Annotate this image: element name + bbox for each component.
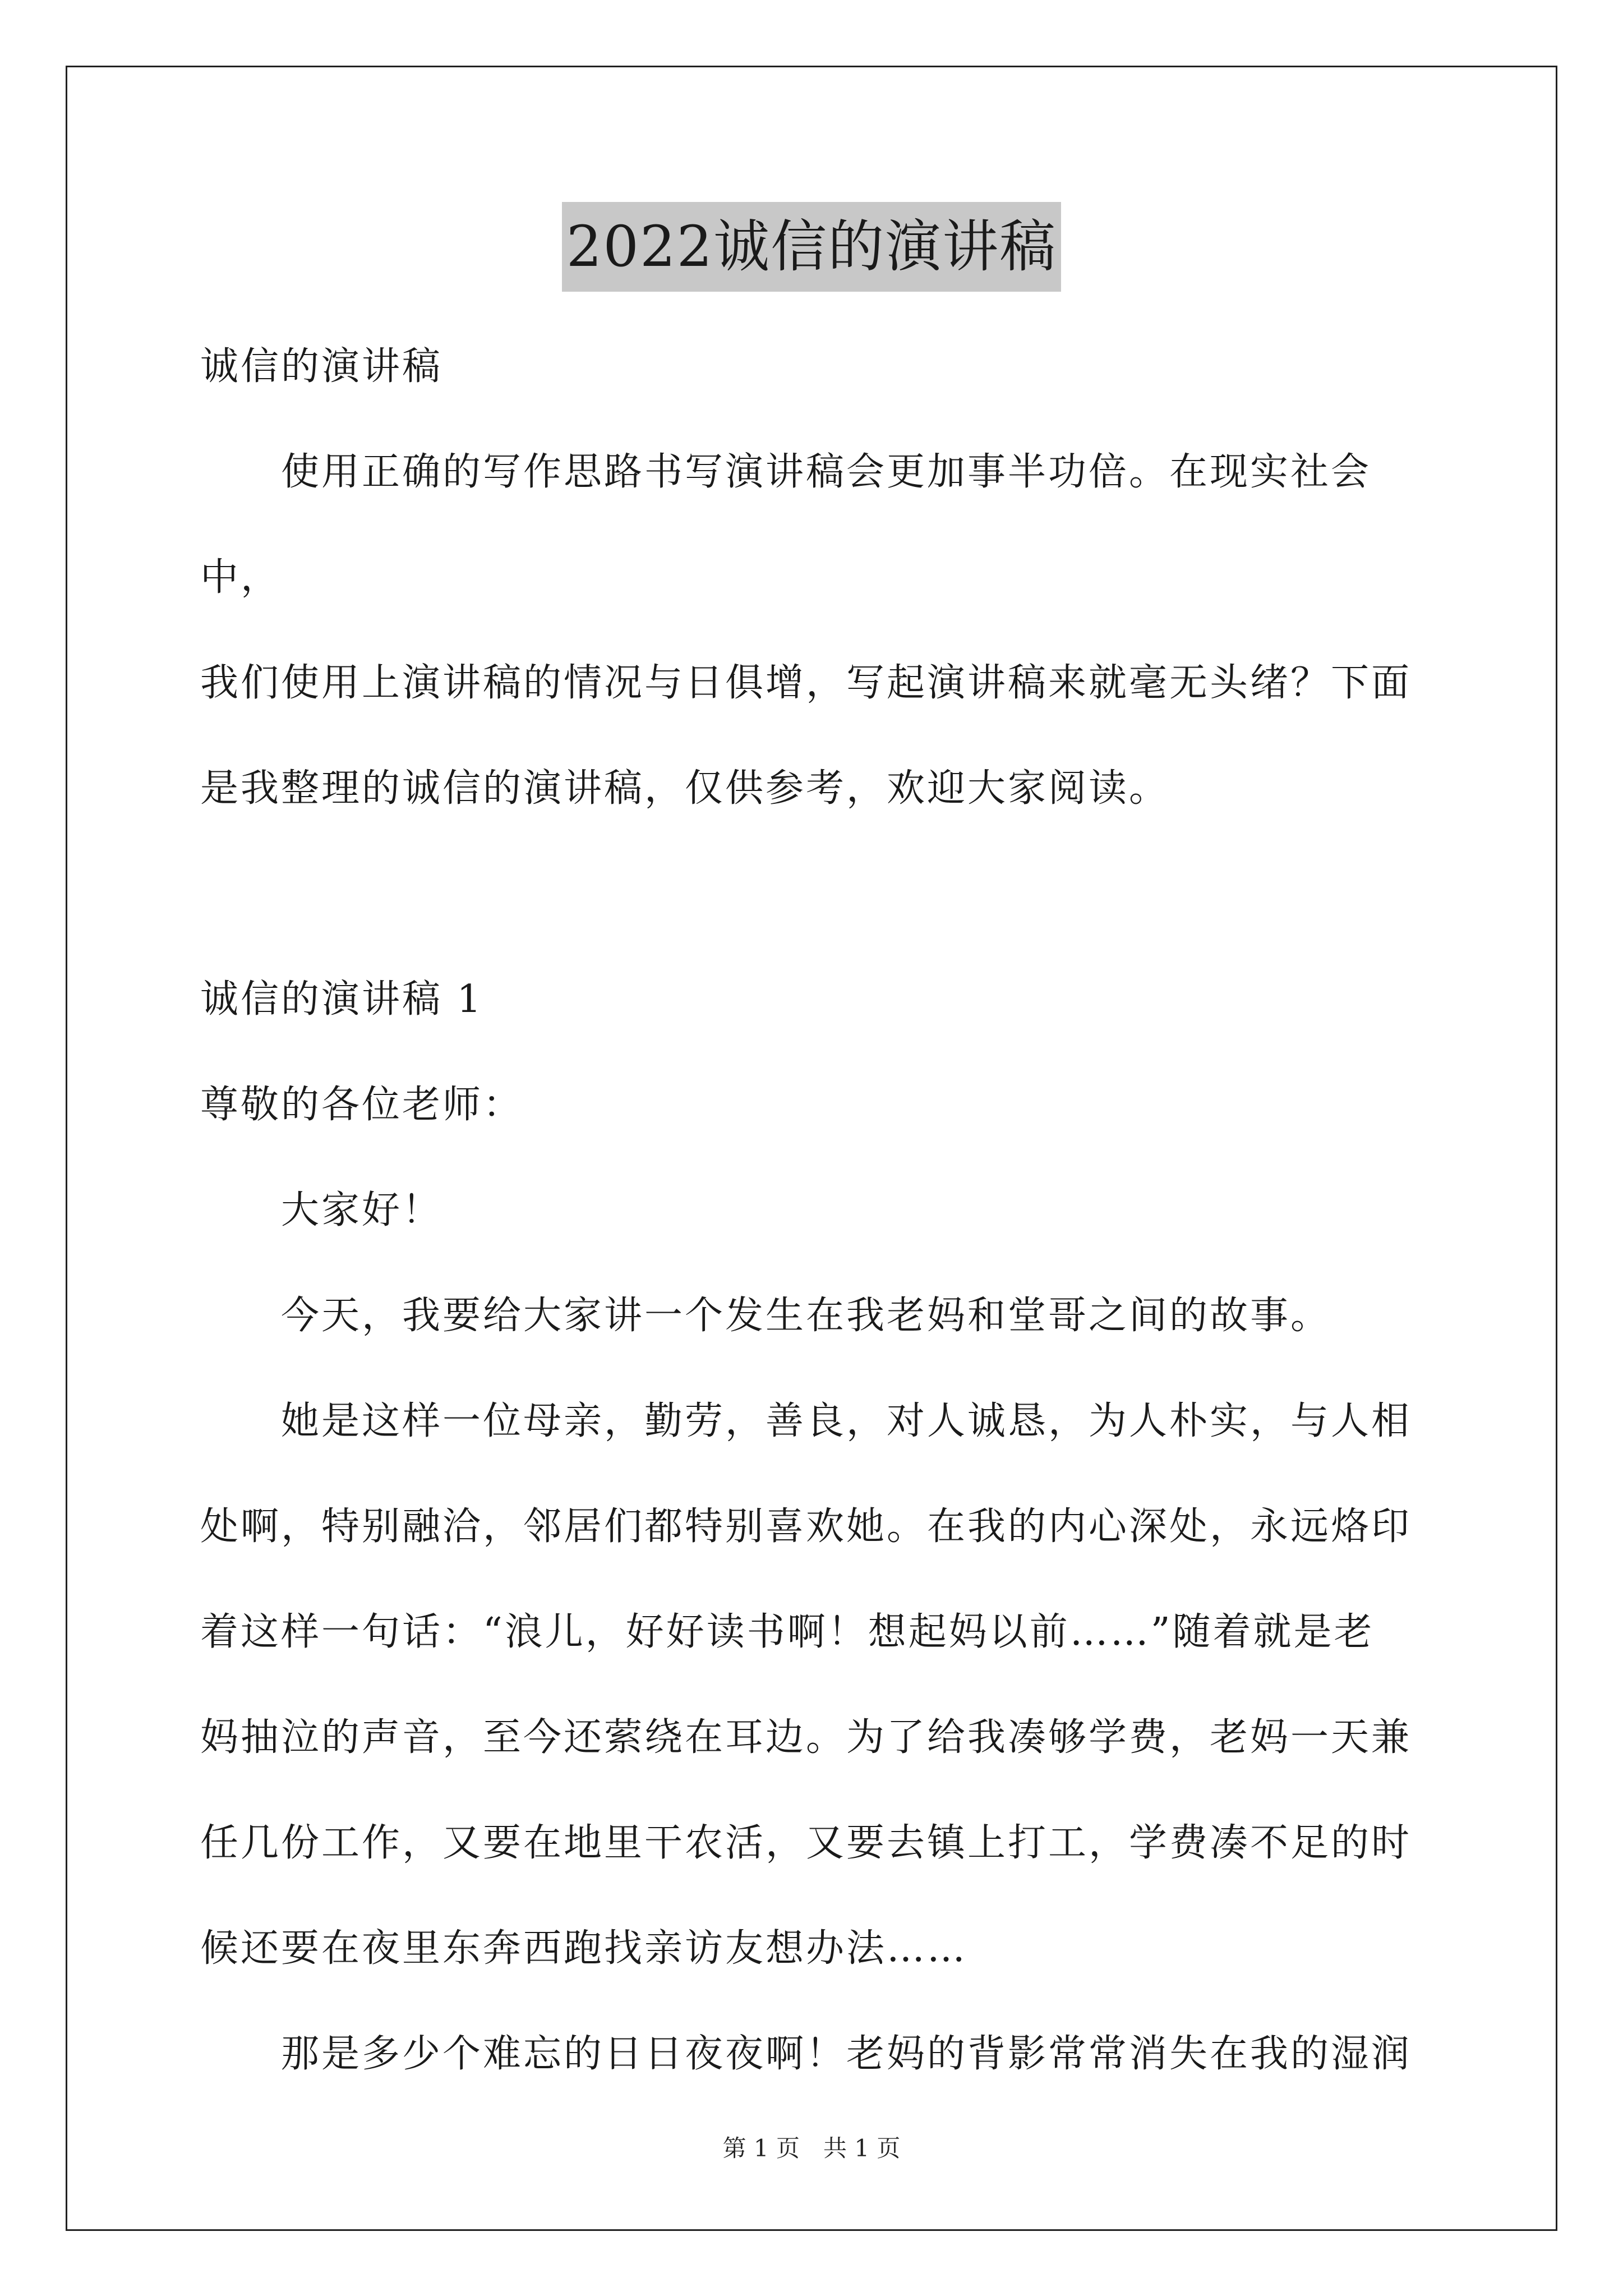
title-container	[0, 202, 1623, 292]
paragraph-2-line-1: 她是这样一位母亲，勤劳，善良，对人诚恳，为人朴实，与人相	[281, 1399, 1412, 1443]
paragraph-2-line-2: 处啊，特别融洽，邻居们都特别喜欢她。在我的内心深处，永远烙印	[200, 1504, 1412, 1549]
paragraph-1: 今天，我要给大家讲一个发生在我老妈和堂哥之间的故事。	[281, 1294, 1331, 1338]
document-body	[200, 314, 1434, 2107]
intro-line-2: 我们使用上演讲稿的情况与日俱增，写起演讲稿来就毫无头绪？下面	[200, 661, 1412, 705]
page-number: 第 1 页 共 1 页	[722, 2134, 901, 2162]
paragraph-2-line-3: 着这样一句话：“浪儿，好好读书啊！想起妈以前……”随着就是老	[200, 1610, 1375, 1654]
paragraph-2-line-6: 候还要在夜里东奔西跑找亲访友想办法……	[200, 1926, 968, 1971]
paragraph-3-line-1: 那是多少个难忘的日日夜夜啊！老妈的背影常常消失在我的湿润	[281, 2032, 1412, 2076]
greeting: 大家好！	[281, 1188, 443, 1232]
paragraph-2-line-4: 妈抽泣的声音，至今还萦绕在耳边。为了给我凑够学费，老妈一天兼	[200, 1715, 1412, 1760]
paragraph-2-line-5: 任几份工作，又要在地里干农活，又要去镇上打工，学费凑不足的时	[200, 1821, 1412, 1865]
salutation: 尊敬的各位老师：	[200, 1083, 524, 1127]
blank-line	[200, 841, 1434, 947]
page-footer	[0, 2132, 1623, 2165]
intro-line-1: 使用正确的写作思路书写演讲稿会更加事半功倍。在现实社会中，	[200, 450, 1372, 600]
document-title: 2022诚信的演讲稿	[562, 202, 1062, 292]
intro-line-3: 是我整理的诚信的演讲稿，仅供参考，欢迎大家阅读。	[200, 766, 1170, 811]
section-heading: 诚信的演讲稿	[200, 344, 443, 389]
speech-heading: 诚信的演讲稿 1	[200, 977, 483, 1022]
